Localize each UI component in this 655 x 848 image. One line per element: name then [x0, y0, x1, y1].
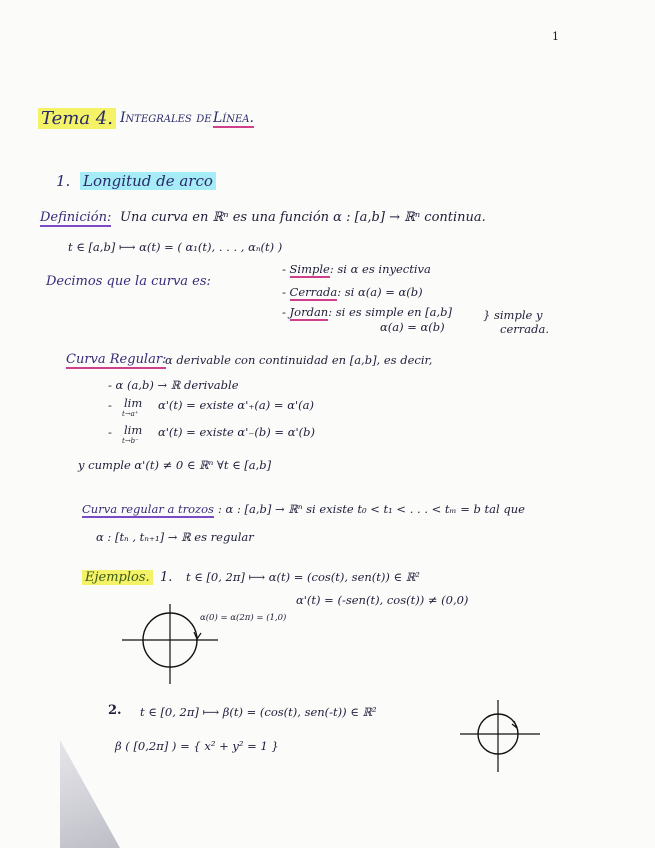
curva-intro: Decimos que la curva es: — [46, 274, 211, 289]
simple-label: Simple — [289, 262, 330, 276]
circle-diagram-1 — [118, 600, 228, 690]
tipo-simple: - Simple: si α es inyectiva — [282, 262, 431, 276]
trozos-text: : α : [a,b] → ℝⁿ si existe t₀ < t₁ < . . . < tₘ = b tal que — [218, 502, 525, 516]
tipo-jordan: - Jordan: si es simple en [a,b] — [282, 305, 453, 319]
ejemplos-label: Ejemplos. — [82, 570, 153, 585]
tipo-cerrada: - Cerrada: si α(a) = α(b) — [282, 285, 423, 299]
ex1-number: 1. — [160, 570, 173, 585]
ex1-note: α(0) = α(2π) = (1,0) — [200, 613, 287, 623]
ex2-image: β ( [0,2π] ) = { x² + y² = 1 } — [115, 739, 279, 753]
definicion-text: Una curva en ℝⁿ es una función α : [a,b] → ℝⁿ continua. — [120, 210, 486, 225]
circle-diagram-2 — [456, 696, 546, 776]
regular-item-2-dash: - — [108, 398, 112, 412]
trozos-text-2: α : [tₙ , tₙ₊₁] → ℝ es regular — [96, 530, 254, 544]
ex1-text: t ∈ [0, 2π] ⟼ α(t) = (cos(t), sen(t)) ∈ ℝ² — [186, 570, 420, 584]
ex2-number: 2. — [108, 703, 122, 718]
curva-regular-text: α derivable con continuidad en [a,b], es decir, — [165, 353, 433, 367]
page-number: 1 — [552, 30, 559, 43]
section-title: Longitud de arco — [80, 172, 216, 190]
regular-cumple: y cumple α'(t) ≠ 0 ∈ ℝⁿ ∀t ∈ [a,b] — [78, 458, 272, 472]
definicion-mapping: t ∈ [a,b] ⟼ α(t) = ( α₁(t), . . . , αₙ(t) ) — [68, 240, 283, 254]
ex2-text: t ∈ [0, 2π] ⟼ β(t) = (cos(t), sen(-t)) ∈ ℝ² — [140, 705, 377, 719]
jordan-label: Jordan — [289, 305, 329, 319]
regular-item-3-text: α'(t) = existe α'₋(b) = α'(b) — [158, 425, 315, 439]
brace-note-2: cerrada. — [500, 322, 549, 336]
cerrada-label: Cerrada — [289, 285, 338, 299]
brace-note-1: } simple y — [483, 308, 543, 322]
regular-item-3-dash: - — [108, 425, 112, 439]
regular-item-3-sub: t→b⁻ — [122, 437, 139, 445]
page-fold-shadow — [60, 740, 120, 848]
regular-item-2-lim: lim — [124, 396, 143, 410]
simple-text: : si α es inyectiva — [329, 262, 431, 276]
regular-item-3-lim: lim — [124, 423, 143, 437]
regular-item-2-sub: t→a⁺ — [122, 410, 139, 418]
jordan-condition: α(a) = α(b) — [380, 320, 445, 334]
tema-title: Tema 4. — [38, 108, 116, 129]
section-number: 1. — [56, 172, 71, 190]
linea-title: Línea. — [213, 110, 254, 126]
ex1-derivative: α'(t) = (-sen(t), cos(t)) ≠ (0,0) — [296, 593, 469, 607]
trozos-label: Curva regular a trozos — [82, 502, 214, 516]
regular-item-2-text: α'(t) = existe α'₊(a) = α'(a) — [158, 398, 314, 412]
definicion-label: Definición: — [40, 210, 112, 225]
regular-item-1: - α (a,b) → ℝ derivable — [108, 378, 239, 392]
jordan-text: : si es simple en [a,b] — [328, 305, 453, 319]
curva-regular-label: Curva Regular: — [66, 352, 167, 367]
integrales-title: Integrales de — [120, 110, 212, 126]
cerrada-text: : si α(a) = α(b) — [337, 285, 423, 299]
